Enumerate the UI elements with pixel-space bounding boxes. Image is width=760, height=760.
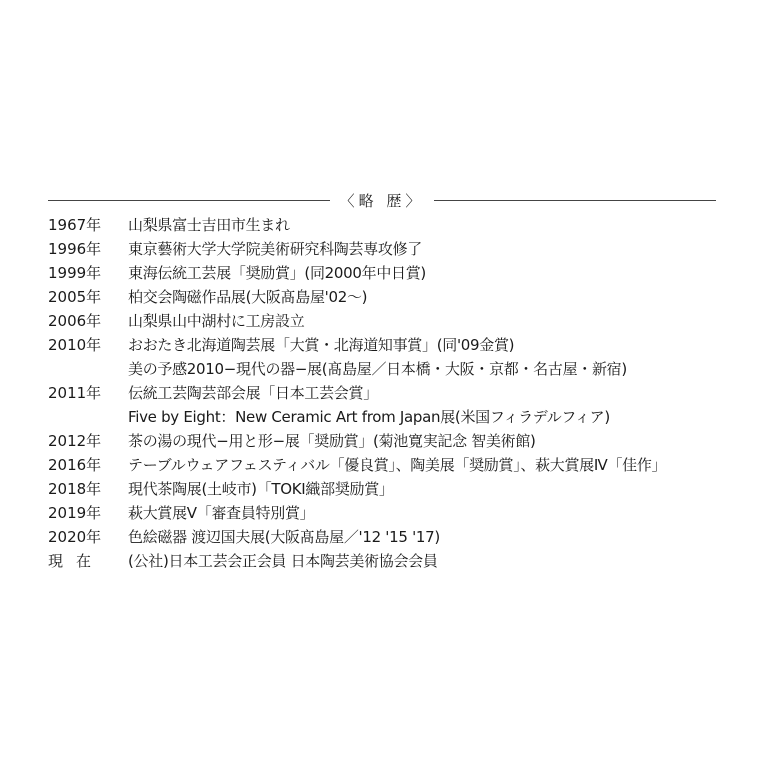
timeline-row (48, 213, 738, 237)
timeline-year (48, 405, 128, 429)
timeline-year: 2016年 (48, 456, 102, 474)
timeline-event: おおたき北海道陶芸展「大賞・北海道知事賞」(同'09金賞) (128, 336, 515, 354)
timeline-row (48, 549, 738, 573)
timeline-row (48, 429, 738, 453)
timeline-year: 1967年 (48, 216, 102, 234)
biography-timeline (48, 213, 738, 573)
timeline-row (48, 525, 738, 549)
timeline-event: 東京藝術大学大学院美術研究科陶芸専攻修了 (128, 240, 423, 258)
timeline-row (48, 357, 738, 381)
timeline-row (48, 501, 738, 525)
timeline-year: 1996年 (48, 240, 102, 258)
timeline-event: 山梨県富士吉田市生まれ (128, 216, 290, 234)
timeline-event: 萩大賞展Ⅴ「審査員特別賞」 (128, 504, 315, 522)
timeline-row (48, 333, 738, 357)
right-divider (434, 200, 716, 201)
timeline-year: 2011年 (48, 384, 102, 402)
timeline-event: 伝統工芸陶芸部会展「日本工芸会賞」 (128, 384, 378, 402)
timeline-row (48, 381, 738, 405)
timeline-year: 2019年 (48, 504, 102, 522)
timeline-event: 色絵磁器 渡辺国夫展(大阪髙島屋／'12 '15 '17) (128, 528, 440, 546)
timeline-row (48, 309, 738, 333)
timeline-event: (公社)日本工芸会正会員 日本陶芸美術協会会員 (128, 552, 438, 570)
timeline-year: 1999年 (48, 264, 102, 282)
timeline-year: 現在 (48, 552, 105, 570)
timeline-event: 美の予感2010−現代の器−展(髙島屋／日本橋・大阪・京都・名古屋・新宿) (128, 360, 627, 378)
timeline-event: 柏交会陶磁作品展(大阪髙島屋'02〜) (128, 288, 368, 306)
timeline-event: Five by Eight：New Ceramic Art from Japan展(米国フィラデルフィア) (128, 408, 610, 426)
timeline-event: 山梨県山中湖村に工房設立 (128, 312, 305, 330)
timeline-row (48, 477, 738, 501)
timeline-year: 2005年 (48, 288, 102, 306)
timeline-row (48, 405, 738, 429)
timeline-event: 茶の湯の現代−用と形−展「奨励賞」(菊池寛実記念 智美術館) (128, 432, 536, 450)
section-title: 〈略 歴〉 (339, 191, 425, 210)
timeline-year: 2012年 (48, 432, 102, 450)
section-header (48, 190, 716, 210)
timeline-event: テーブルウェアフェスティバル「優良賞」、陶美展「奨励賞」、萩大賞展Ⅳ「佳作」 (128, 456, 667, 474)
timeline-year: 2010年 (48, 336, 102, 354)
timeline-row (48, 261, 738, 285)
left-divider (48, 200, 330, 201)
timeline-year: 2020年 (48, 528, 102, 546)
timeline-row (48, 285, 738, 309)
timeline-row (48, 237, 738, 261)
timeline-event: 東海伝統工芸展「奨励賞」(同2000年中日賞) (128, 264, 426, 282)
timeline-event: 現代茶陶展(土岐市)「TOKI織部奨励賞」 (128, 480, 394, 498)
timeline-year: 2006年 (48, 312, 102, 330)
timeline-row (48, 453, 738, 477)
timeline-year: 2018年 (48, 480, 102, 498)
timeline-year (48, 357, 128, 381)
